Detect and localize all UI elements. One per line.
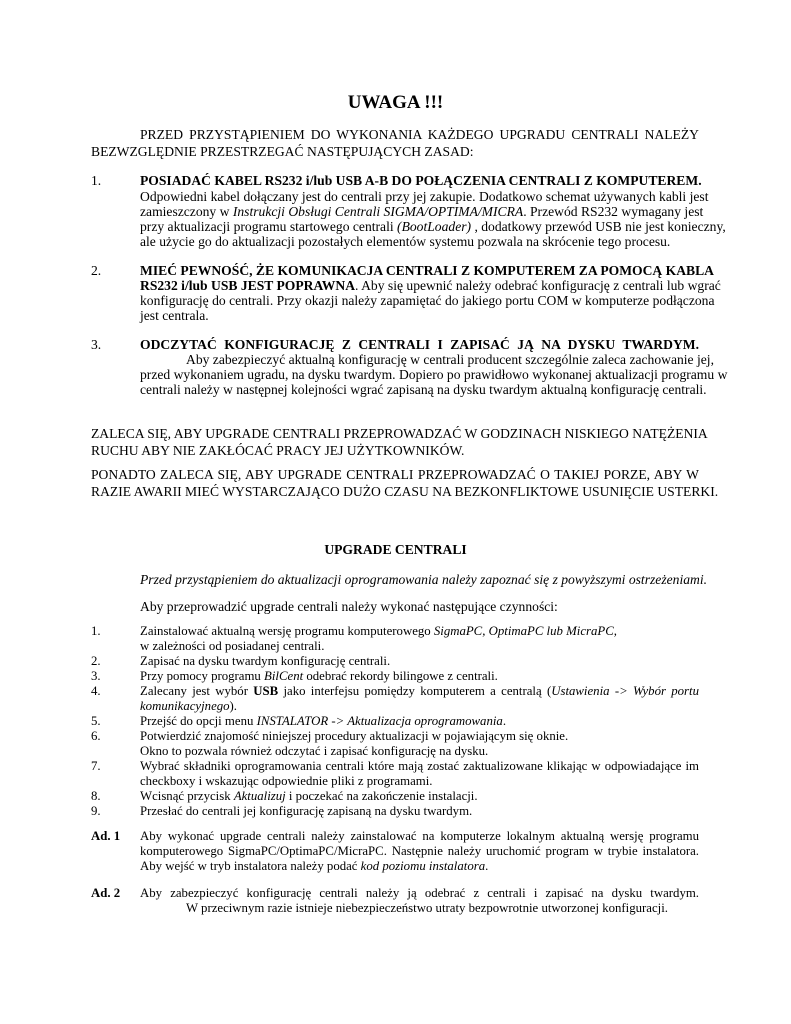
step-number: 7.	[91, 759, 101, 773]
rule-2-line-1: RS232 i/lub USB JEST POPRAWNA. Aby się upewnić należy odebrać konfigurację z centrali lub wgrać	[140, 278, 721, 293]
step-6-text: Potwierdzić znajomość niniejszej procedury aktualizacji w pojawiającym się oknie.	[140, 729, 569, 743]
rule-3-number: 3.	[91, 337, 102, 352]
step-number: 1.	[91, 624, 101, 638]
intro-line-2: BEZWZGLĘDNIE PRZESTRZEGAĆ NASTĘPUJĄCYCH ZASAD:	[91, 144, 474, 159]
step-number: 6.	[91, 729, 101, 743]
recommendation-2-line-2: RAZIE AWARII MIEĆ WYSTARCZAJĄCO DUŻO CZASU NA BEZKONFLIKTOWE USUNIĘCIE USTERKI.	[91, 484, 719, 499]
rule-2-number: 2.	[91, 263, 102, 278]
step-7-text: Wybrać składniki oprogramowania centrali które mają zostać zaktualizowane klikając w odpowiadające im	[140, 759, 699, 773]
step-5-text: Przejść do opcji menu INSTALATOR -> Aktualizacja oprogramowania.	[140, 714, 507, 728]
recommendation-1-line-1: ZALECA SIĘ, ABY UPGRADE CENTRALI PRZEPROWADZAĆ W GODZINACH NISKIEGO NATĘŻENIA	[91, 426, 708, 441]
note-2-line-1: Aby zabezpieczyć konfigurację centrali należy ją odebrać z centrali i zapisać na dysku twardym.	[140, 886, 699, 900]
rule-3-line-2: przed wykonaniem ugradu, na dysku twardym. Dopiero po prawidłowo wykonanej aktualizacji programu w	[140, 367, 728, 382]
step-number: 3.	[91, 669, 101, 683]
step-number: 4.	[91, 684, 101, 698]
note-1-line-3: Aby wejść w tryb instalatora należy podać kod poziomu instalatora.	[140, 859, 489, 873]
step-8-text: Wcisnąć przycisk Aktualizuj i poczekać na zakończenie instalacji.	[140, 789, 478, 803]
note-1-line-2: komputerowego SigmaPC/OptimaPC/MicraPC. Następnie należy uruchomić program w trybie instalatora.	[140, 844, 699, 858]
rule-2-line-2: konfigurację do centrali. Przy okazji należy zapamiętać do jakiego portu COM w komputerze podłączona	[140, 293, 715, 308]
step-number: 9.	[91, 804, 101, 818]
rule-1-heading: POSIADAĆ KABEL RS232 i/lub USB A-B DO POŁĄCZENIA CENTRALI Z KOMPUTEREM.	[140, 173, 702, 188]
recommendation-2-line-1: PONADTO ZALECA SIĘ, ABY UPGRADE CENTRALI PRZEPROWADZAĆ O TAKIEJ PORZE, ABY W	[91, 467, 699, 482]
step-number: 8.	[91, 789, 101, 803]
rule-3-line-1: Aby zabezpieczyć aktualną konfigurację w centrali producent szczególnie zaleca zachowanie jej,	[186, 352, 714, 367]
rule-3-heading: ODCZYTAĆ KONFIGURACJĘ Z CENTRALI I ZAPISAĆ JĄ NA DYSKU TWARDYM.	[140, 337, 699, 352]
upgrade-note: Przed przystąpieniem do aktualizacji oprogramowania należy zapoznać się z powyższymi ostrzeżeniami.	[140, 572, 708, 587]
step-4-line-2: komunikacyjnego).	[140, 699, 238, 713]
step-9-text: Przesłać do centrali jej konfigurację zapisaną na dysku twardym.	[140, 804, 473, 818]
rule-1-line-1: Odpowiedni kabel dołączany jest do centrali przy jej zakupie. Dodatkowo schemat używanych kabli jest	[140, 189, 709, 204]
note-2-label: Ad. 2	[91, 886, 121, 900]
page-title: UWAGA !!!	[347, 92, 444, 113]
rule-1-line-3: przy aktualizacji programu startowego centrali (BootLoader) , dodatkowy przewód USB nie jest konieczny,	[140, 219, 726, 234]
rule-1-number: 1.	[91, 173, 102, 188]
intro-line-1: PRZED PRZYSTĄPIENIEM DO WYKONANIA KAŻDEGO UPGRADU CENTRALI NALEŻY	[140, 127, 699, 142]
step-number: 2.	[91, 654, 101, 668]
rule-3-line-3: centrali należy w następnej kolejności wgrać zapisaną na dysku twardym aktualną konfigurację centrali.	[140, 382, 707, 397]
step-6-line-2: Okno to pozwala również odczytać i zapisać konfigurację na dysku.	[140, 744, 489, 758]
rule-2-line-3: jest centrala.	[140, 308, 209, 323]
step-7-line-2: checkboxy i wskazując odpowiednie pliki z programami.	[140, 774, 433, 788]
step-number: 5.	[91, 714, 101, 728]
step-4-text: Zalecany jest wybór USB jako interfejsu pomiędzy komputerem a centralą (Ustawienia -> Wybór portu	[140, 684, 699, 698]
rule-2-heading: MIEĆ PEWNOŚĆ, ŻE KOMUNIKACJA CENTRALI Z KOMPUTEREM ZA POMOCĄ KABLA	[140, 263, 714, 278]
step-3-text: Przy pomocy programu BilCent odebrać rekordy bilingowe z centrali.	[140, 669, 498, 683]
upgrade-lead: Aby przeprowadzić upgrade centrali należy wykonać następujące czynności:	[140, 599, 558, 614]
step-1-line-2: w zależności od posiadanej centrali.	[140, 639, 325, 653]
step-1-text: Zainstalować aktualną wersję programu komputerowego SigmaPC, OptimaPC lub MicraPC,	[140, 624, 617, 638]
recommendation-1-line-2: RUCHU ABY NIE ZAKŁÓCAĆ PRACY JEJ UŻYTKOWNIKÓW.	[91, 443, 465, 458]
upgrade-heading: UPGRADE CENTRALI	[324, 542, 467, 557]
rule-1-line-4: ale użycie go do aktualizacji pozostałych elementów systemu pozwala na skrócenie tego procesu.	[140, 234, 671, 249]
rule-1-line-2: zamieszczony w Instrukcji Obsługi Centrali SIGMA/OPTIMA/MICRA. Przewód RS232 wymagany jest	[140, 204, 704, 219]
note-1-line-1: Aby wykonać upgrade centrali należy zainstalować na komputerze lokalnym aktualną wersję programu	[140, 829, 699, 843]
step-2-text: Zapisać na dysku twardym konfigurację centrali.	[140, 654, 391, 668]
note-2-line-2: W przeciwnym razie istnieje niebezpieczeństwo utraty bezpowrotnie utworzonej konfiguracji.	[186, 901, 668, 915]
note-1-label: Ad. 1	[91, 829, 121, 843]
